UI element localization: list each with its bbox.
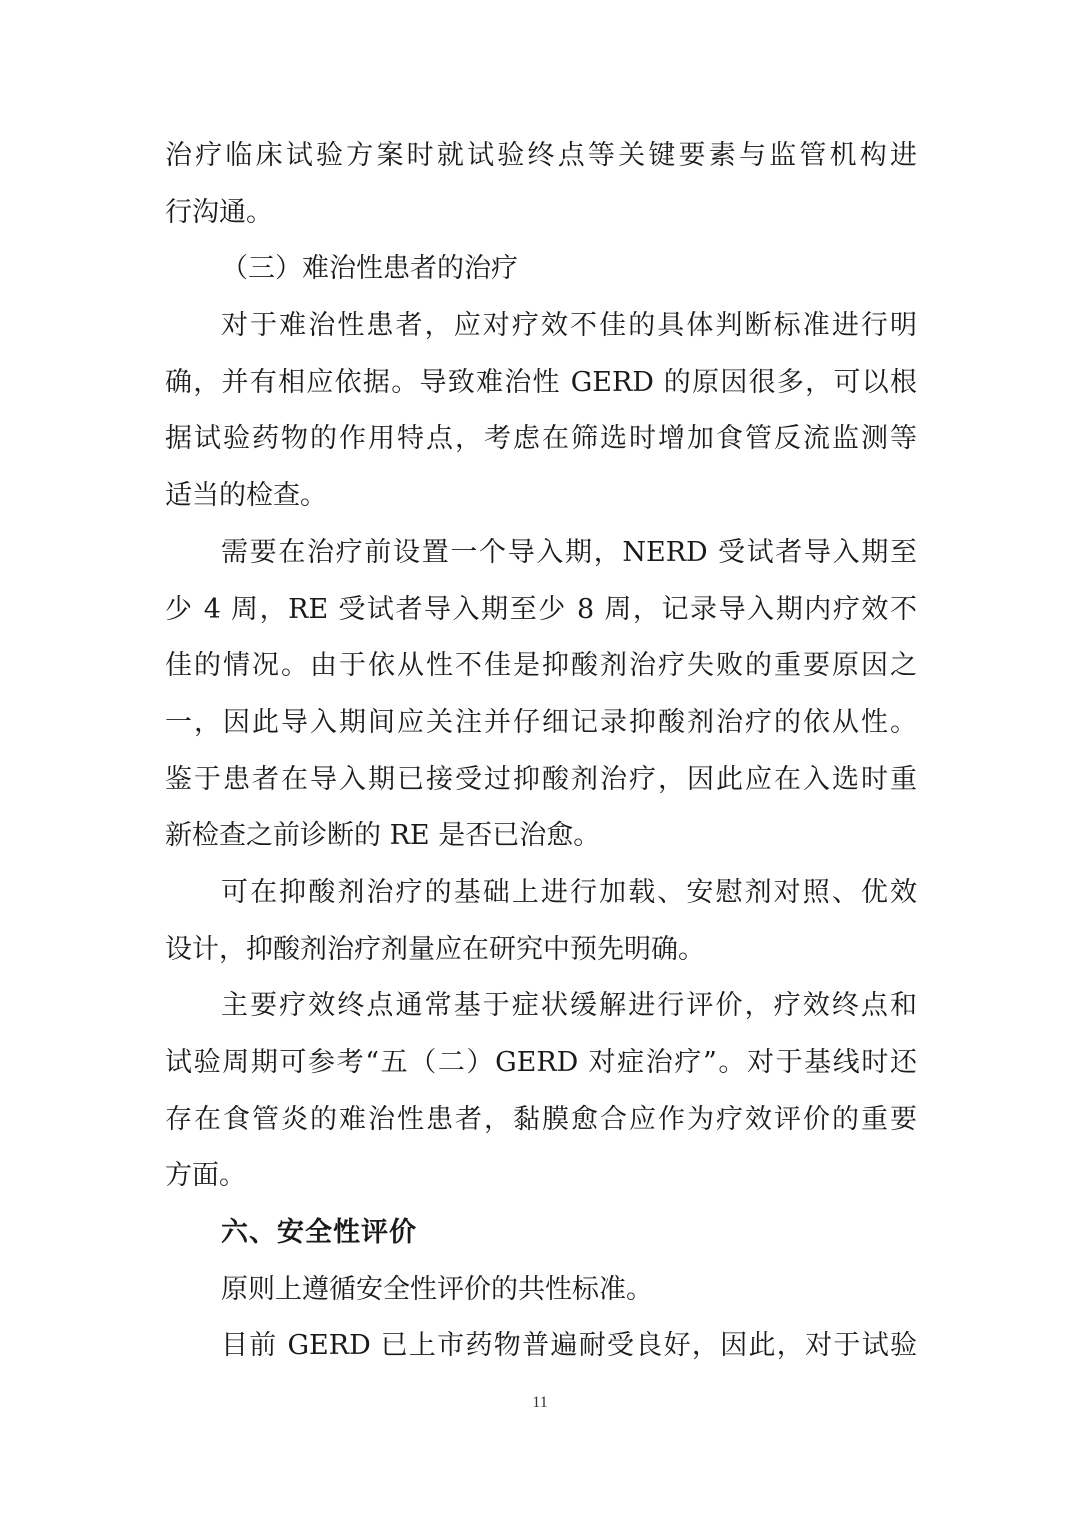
text-line: 需要在治疗前设置一个导入期，NERD 受试者导入期至 (221, 536, 917, 568)
text-line: 原则上遵循安全性评价的共性标准。 (221, 1273, 653, 1305)
text-line: 目前 GERD 已上市药物普遍耐受良好，因此，对于试验 (221, 1330, 917, 1362)
document-body (165, 128, 917, 1375)
text-line: 试验周期可参考“五（二）GERD 对症治疗”。对于基线时还 (165, 1047, 917, 1078)
text-line: 存在食管炎的难治性患者，黏膜愈合应作为疗效评价的重要 (165, 1103, 917, 1135)
text-line: 少 4 周，RE 受试者导入期至少 8 周，记录导入期内疗效不 (165, 593, 917, 625)
text-line: 鉴于患者在导入期已接受过抑酸剂治疗，因此应在入选时重 (165, 763, 917, 795)
text-line: 方面。 (165, 1160, 246, 1192)
text-line: 可在抑酸剂治疗的基础上进行加载、安慰剂对照、优效 (221, 876, 917, 908)
text-line: 对于难治性患者，应对疗效不佳的具体判断标准进行明 (221, 310, 917, 342)
text-line: 主要疗效终点通常基于症状缓解进行评价，疗效终点和 (221, 990, 917, 1022)
text-line: 确，并有相应依据。导致难治性 GERD 的原因很多，可以根 (165, 366, 917, 398)
page-number: 11 (532, 1394, 548, 1411)
text-line: 治疗临床试验方案时就试验终点等关键要素与监管机构进 (165, 140, 917, 171)
text-line: 设计，抑酸剂治疗剂量应在研究中预先明确。 (165, 933, 705, 965)
section-subheading: （三）难治性患者的治疗 (221, 253, 518, 285)
text-line: 行沟通。 (165, 196, 273, 228)
text-line: 佳的情况。由于依从性不佳是抑酸剂治疗失败的重要原因之 (165, 650, 917, 682)
text-line: 适当的检查。 (165, 480, 327, 512)
text-line: 据试验药物的作用特点，考虑在筛选时增加食管反流监测等 (165, 423, 917, 455)
text-line: 一，因此导入期间应关注并仔细记录抑酸剂治疗的依从性。 (165, 706, 917, 738)
text-line: 新检查之前诊断的 RE 是否已治愈。 (165, 820, 601, 852)
section-heading: 六、安全性评价 (221, 1217, 417, 1249)
